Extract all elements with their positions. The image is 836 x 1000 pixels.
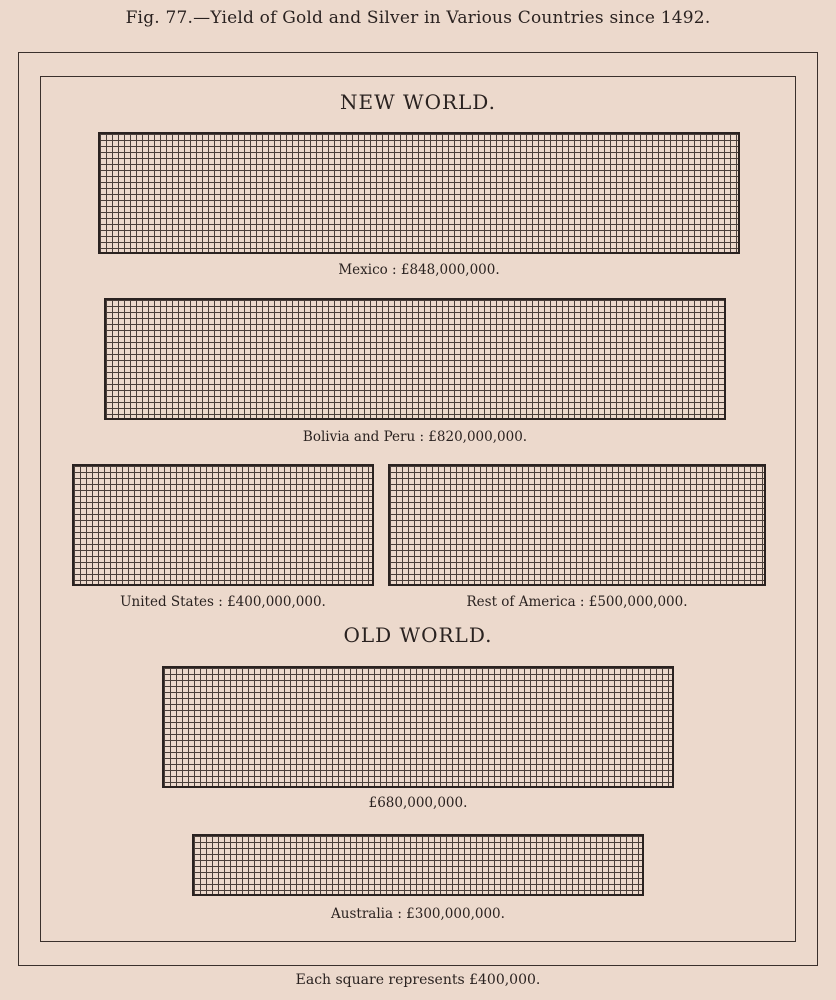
label-old-world: £680,000,000. xyxy=(368,795,468,811)
block-rest-of-america xyxy=(388,464,766,586)
footnote: Each square represents £400,000. xyxy=(295,972,541,988)
block-united-states xyxy=(72,464,374,586)
figure-title: Fig. 77.—Yield of Gold and Silver in Various Countries since 1492. xyxy=(125,8,711,28)
label-bolivia-peru: Bolivia and Peru : £820,000,000. xyxy=(302,429,528,445)
block-mexico xyxy=(98,132,740,254)
label-rest-of-america: Rest of America : £500,000,000. xyxy=(466,594,688,610)
old-world-heading: OLD WORLD. xyxy=(343,623,493,647)
block-australia xyxy=(192,834,644,896)
block-old-world xyxy=(162,666,674,788)
block-bolivia-peru xyxy=(104,298,726,420)
label-united-states: United States : £400,000,000. xyxy=(120,594,326,610)
label-mexico: Mexico : £848,000,000. xyxy=(338,262,500,278)
label-australia: Australia : £300,000,000. xyxy=(331,906,505,922)
new-world-heading: NEW WORLD. xyxy=(340,90,496,114)
